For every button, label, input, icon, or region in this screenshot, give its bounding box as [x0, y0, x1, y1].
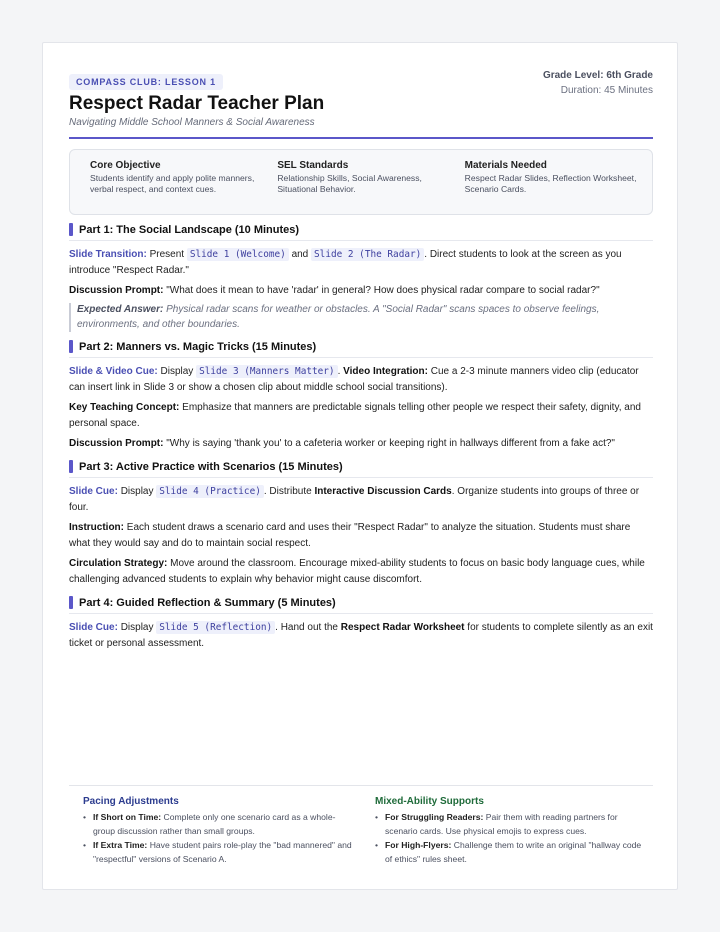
cue-label: Slide Cue: [69, 622, 118, 633]
paragraph [69, 620, 653, 652]
summary-heading: Core Objective [90, 160, 161, 171]
slide-code: Slide 2 (The Radar) [311, 248, 424, 261]
paragraph [69, 247, 653, 279]
section-marker-icon [69, 340, 73, 353]
text: for students to complete silently as an exit ticket or personal assessment. [69, 622, 653, 649]
item-label: If Extra Time: [93, 840, 148, 850]
summary-text: Relationship Skills, Social Awareness, Situational Behavior. [277, 173, 422, 194]
section-title: Part 1: The Social Landscape (10 Minutes) [79, 223, 300, 236]
text: Physical radar scans for weather or obstacles. A "Social Radar" scans spaces to observe feelings, environments, and other boundaries. [77, 304, 600, 330]
summary-text: Students identify and apply polite manners, verbal respect, and context cues. [90, 173, 255, 194]
duration-label: Duration: [560, 85, 602, 96]
section-marker-icon [69, 223, 73, 236]
list-item [83, 810, 353, 838]
item-label: If Short on Time: [93, 812, 162, 822]
lesson-plan-page [42, 42, 678, 890]
item-text: Pair them with reading partners for scenario cards. Use physical emojis to express cues. [385, 812, 618, 836]
section-heading [69, 223, 653, 241]
item-label: For Struggling Readers: [385, 812, 484, 822]
bold-label: Discussion Prompt: [69, 438, 164, 449]
bold-label: Circulation Strategy: [69, 558, 168, 569]
bold-label: Key Teaching Concept: [69, 402, 180, 413]
text: Display [120, 486, 154, 497]
duration-value: 45 Minutes [604, 85, 653, 96]
item-label: For High-Flyers: [385, 840, 452, 850]
summary-heading: Materials Needed [464, 160, 547, 171]
part-2 [69, 340, 653, 452]
bold-term: Interactive Discussion Cards [314, 486, 452, 497]
core-objective [90, 160, 277, 214]
summary-heading: SEL Standards [277, 160, 349, 171]
supports-list [375, 810, 653, 866]
materials-needed [465, 160, 652, 214]
text: "What does it mean to have 'radar' in general? How does physical radar compare to social radar?" [166, 285, 600, 296]
text: and [291, 249, 309, 260]
page-subtitle: Navigating Middle School Manners & Social Awareness [69, 117, 315, 128]
section-title: Part 2: Manners vs. Magic Tricks (15 Minutes) [79, 340, 317, 353]
section-title: Part 3: Active Practice with Scenarios (15 Minutes) [79, 460, 343, 473]
footer [69, 785, 653, 866]
expected-answer [69, 303, 653, 332]
text: . Hand out the [275, 622, 338, 633]
lesson-badge: COMPASS CLUB: LESSON 1 [69, 74, 223, 90]
bold-label: Video Integration: [343, 366, 428, 377]
grade-label: Grade Level: [542, 70, 604, 81]
cue-label: Slide Transition: [69, 249, 147, 260]
footer-heading: Pacing Adjustments [83, 796, 179, 807]
slide-code: Slide 3 (Manners Matter) [196, 365, 337, 378]
paragraph [69, 364, 653, 396]
grade-level [543, 70, 653, 81]
grade-value: 6th Grade [606, 70, 653, 81]
mixed-ability-supports [361, 796, 653, 866]
text: . [337, 366, 341, 377]
summary-box [69, 149, 653, 215]
paragraph [69, 484, 653, 516]
text: Present [149, 249, 185, 260]
header [69, 43, 653, 139]
footer-heading: Mixed-Ability Supports [375, 796, 484, 807]
text: Cue a 2-3 minute manners video clip (educator can insert link in Slide 3 or show a chosen clip about middle school social transitions). [69, 366, 639, 393]
lesson-content [69, 223, 653, 660]
list-item [375, 838, 645, 866]
bold-label: Instruction: [69, 522, 124, 533]
text: Each student draws a scenario card and uses their "Respect Radar" to analyze the situation. Students must share what they would say and do to maintain social respect. [69, 522, 631, 549]
part-4 [69, 596, 653, 652]
paragraph [69, 520, 653, 552]
slide-code: Slide 1 (Welcome) [187, 248, 289, 261]
pacing-adjustments [69, 796, 361, 866]
text: . Distribute [263, 486, 312, 497]
text: "Why is saying 'thank you' to a cafeteria worker or keeping right in hallways different from a fake act?" [166, 438, 615, 449]
section-heading [69, 460, 653, 478]
text: Display [160, 366, 194, 377]
paragraph [69, 436, 653, 452]
page-title: Respect Radar Teacher Plan [69, 93, 325, 114]
text: Display [120, 622, 154, 633]
section-heading [69, 340, 653, 358]
paragraph [69, 283, 653, 299]
text: Move around the classroom. Encourage mixed-ability students to focus on basic body language cues, while challenging advanced students to explain why behavior might cause discomfort. [69, 558, 645, 585]
part-1 [69, 223, 653, 332]
pacing-list [83, 810, 361, 866]
section-heading [69, 596, 653, 614]
duration [561, 85, 653, 96]
paragraph [69, 556, 653, 588]
list-item [375, 810, 645, 838]
bold-label: Discussion Prompt: [69, 285, 164, 296]
header-divider [69, 137, 653, 139]
slide-code: Slide 5 (Reflection) [156, 621, 275, 634]
section-marker-icon [69, 596, 73, 609]
part-3 [69, 460, 653, 588]
paragraph [69, 400, 653, 432]
item-text: Have student pairs role-play the "bad mannered" and "respectful" versions of Scenario A. [93, 840, 352, 864]
summary-text: Respect Radar Slides, Reflection Worksheet, Scenario Cards. [464, 173, 637, 194]
section-marker-icon [69, 460, 73, 473]
text: . Direct students to look at the screen as you introduce "Respect Radar." [69, 249, 622, 276]
list-item [83, 838, 353, 866]
slide-code: Slide 4 (Practice) [156, 485, 264, 498]
expected-label: Expected Answer: [77, 304, 164, 315]
sel-standards [277, 160, 464, 214]
item-text: Complete only one scenario card as a whole-group discussion rather than small groups. [93, 812, 336, 836]
section-title: Part 4: Guided Reflection & Summary (5 Minutes) [79, 596, 336, 609]
bold-term: Respect Radar Worksheet [340, 622, 465, 633]
text: Emphasize that manners are predictable signals telling other people we respect their safety, dignity, and personal space. [69, 402, 641, 429]
cue-label: Slide & Video Cue: [69, 366, 158, 377]
item-text: Challenge them to write an original "hallway code of ethics" rules sheet. [385, 840, 642, 864]
text: . Organize students into groups of three or four. [69, 486, 640, 513]
cue-label: Slide Cue: [69, 486, 118, 497]
